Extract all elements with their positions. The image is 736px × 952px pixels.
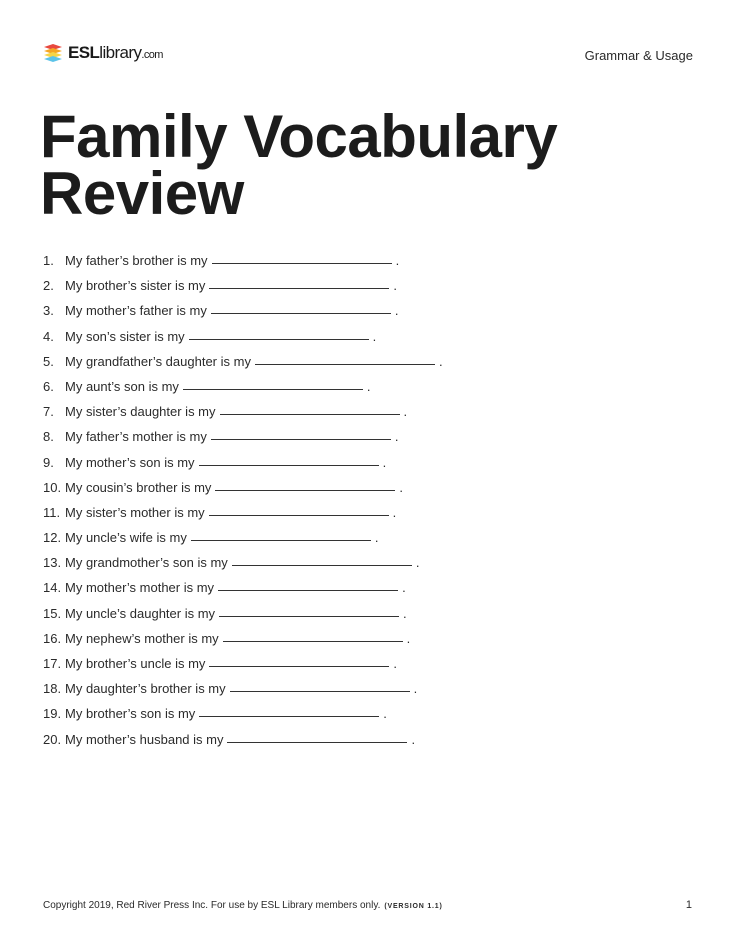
question-number: 19. <box>43 706 62 722</box>
question-number: 6. <box>43 378 54 394</box>
question-period: . <box>382 454 387 470</box>
question-item <box>43 278 443 303</box>
answer-blank[interactable] <box>215 489 395 491</box>
answer-blank[interactable] <box>219 615 399 617</box>
question-period: . <box>366 378 371 394</box>
answer-blank[interactable] <box>183 388 363 390</box>
question-text: My uncle’s daughter is my <box>65 605 216 621</box>
question-number: 9. <box>43 454 54 470</box>
question-item <box>43 706 443 731</box>
answer-blank[interactable] <box>227 741 407 743</box>
logo-brand-bold: ESL <box>68 43 100 62</box>
answer-blank[interactable] <box>218 589 398 591</box>
question-period: . <box>399 479 404 495</box>
answer-blank[interactable] <box>209 514 389 516</box>
question-item <box>43 606 443 631</box>
question-item <box>43 530 443 555</box>
answer-blank[interactable] <box>211 438 391 440</box>
question-period: . <box>393 656 398 671</box>
question-item <box>43 329 443 354</box>
question-item <box>43 253 443 278</box>
question-text: My mother’s mother is my <box>65 580 215 596</box>
question-list <box>43 253 443 757</box>
question-text: My mother’s father is my <box>65 303 207 319</box>
question-text: My son’s sister is my <box>65 328 185 344</box>
question-text: My mother’s son is my <box>65 454 195 470</box>
answer-blank[interactable] <box>189 338 369 340</box>
question-text: My aunt’s son is my <box>65 378 179 394</box>
question-text: My brother’s son is my <box>65 706 196 722</box>
answer-blank[interactable] <box>212 262 392 264</box>
page-title <box>40 103 558 227</box>
question-item <box>43 732 443 757</box>
logo-brand-regular: library <box>99 43 142 62</box>
question-text: My sister’s mother is my <box>65 504 205 520</box>
question-item <box>43 404 443 429</box>
logo-brand-suffix: .com <box>141 49 163 61</box>
question-period: . <box>402 580 406 596</box>
question-item <box>43 656 443 681</box>
answer-blank[interactable] <box>191 539 371 541</box>
question-text: My grandfather’s daughter is my <box>65 353 251 369</box>
question-number: 20. <box>43 731 62 747</box>
question-number: 11. <box>43 504 61 520</box>
question-number: 10. <box>43 479 62 495</box>
question-number: 3. <box>43 303 54 319</box>
question-number: 7. <box>43 404 54 420</box>
question-text: My grandmother’s son is my <box>65 555 228 571</box>
question-period: . <box>374 530 379 546</box>
answer-blank[interactable] <box>255 363 435 365</box>
footer-copyright <box>43 900 443 911</box>
question-item <box>43 681 443 706</box>
question-period: . <box>394 429 399 445</box>
answer-blank[interactable] <box>209 665 389 667</box>
question-text: My brother’s sister is my <box>65 278 206 294</box>
question-number: 1. <box>43 253 54 268</box>
answer-blank[interactable] <box>209 287 389 289</box>
answer-blank[interactable] <box>220 413 400 415</box>
question-text: My cousin’s brother is my <box>65 479 212 495</box>
question-text: My brother’s uncle is my <box>65 656 206 671</box>
answer-blank[interactable] <box>199 715 379 717</box>
question-period: . <box>394 303 399 319</box>
question-period: . <box>395 253 400 268</box>
copyright-text: Copyright 2019, Red River Press Inc. For use by ESL Library members only. <box>43 900 381 911</box>
title-line-2: Review <box>40 160 244 227</box>
question-number: 8. <box>43 429 54 445</box>
question-period: . <box>411 731 416 747</box>
category-label: Grammar & Usage <box>584 48 693 63</box>
question-text: My sister’s daughter is my <box>65 404 216 420</box>
question-text: My father’s mother is my <box>65 429 207 445</box>
question-item <box>43 555 443 580</box>
question-text: My mother’s husband is my <box>65 731 224 747</box>
question-text: My uncle’s wife is my <box>65 530 187 546</box>
question-number: 15. <box>43 605 62 621</box>
answer-blank[interactable] <box>230 690 410 692</box>
answer-blank[interactable] <box>199 464 379 466</box>
question-number: 12. <box>43 530 62 546</box>
question-item <box>43 455 443 480</box>
title-line-1: Family Vocabulary <box>40 103 558 170</box>
question-number: 5. <box>43 353 54 369</box>
question-text: My nephew’s mother is my <box>65 630 219 646</box>
question-period: . <box>406 630 411 646</box>
question-period: . <box>413 681 418 697</box>
question-period: . <box>415 555 420 571</box>
question-period: . <box>372 328 377 344</box>
question-period: . <box>403 605 407 621</box>
question-period: . <box>392 504 397 520</box>
question-period: . <box>403 404 408 420</box>
question-number: 2. <box>43 278 54 294</box>
question-item <box>43 580 443 605</box>
question-number: 16. <box>43 630 62 646</box>
question-text: My father’s brother is my <box>65 253 208 268</box>
esl-library-logo <box>42 42 163 64</box>
question-item <box>43 354 443 379</box>
question-text: My daughter’s brother is my <box>65 681 226 697</box>
question-number: 13. <box>43 555 62 571</box>
version-label: (VERSION 1.1) <box>384 903 443 910</box>
answer-blank[interactable] <box>232 564 412 566</box>
question-item <box>43 631 443 656</box>
question-item <box>43 303 443 328</box>
stacked-books-logo-icon <box>42 42 64 64</box>
question-item <box>43 379 443 404</box>
logo-wordmark <box>68 43 163 63</box>
question-period: . <box>393 278 398 294</box>
question-item <box>43 505 443 530</box>
question-item <box>43 480 443 505</box>
answer-blank[interactable] <box>223 640 403 642</box>
question-period: . <box>383 706 387 722</box>
question-number: 4. <box>43 328 54 344</box>
question-number: 14. <box>43 580 62 596</box>
question-period: . <box>438 353 443 369</box>
page-number: 1 <box>685 899 692 911</box>
question-number: 18. <box>43 681 62 697</box>
question-item <box>43 429 443 454</box>
answer-blank[interactable] <box>211 312 391 314</box>
question-number: 17. <box>43 656 62 671</box>
